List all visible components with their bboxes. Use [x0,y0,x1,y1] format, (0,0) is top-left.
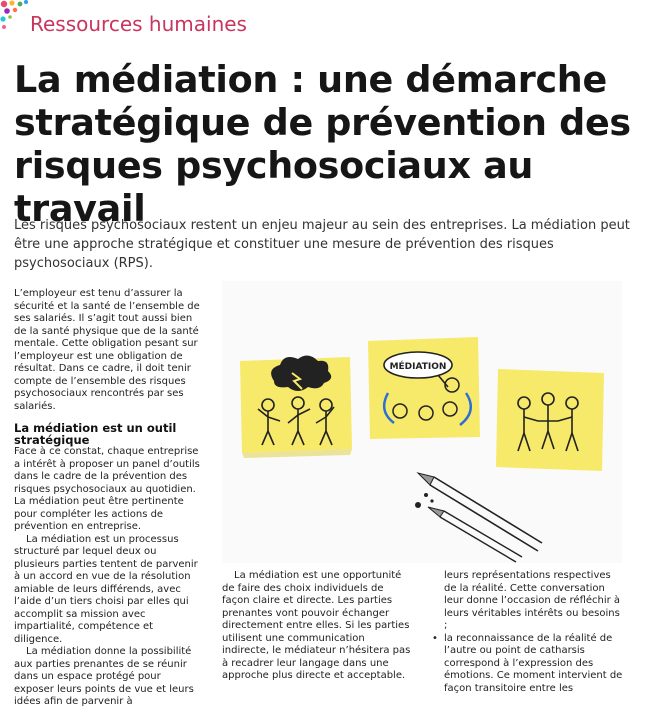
body-paragraph: La médiation est une opportunité de faire des choix individuels de façon claire et directe. Les parties prenantes vont pouvoir échanger directement entre elles. Si les parties utilisent une communication indirecte, le médiateur n’hésitera pas à recadrer leur langage dans une approche plus directe et acceptable. [222,570,411,681]
section-heading: La médiation est un outil stratégique [14,421,177,447]
body-paragraph: La médiation donne la possibilité aux parties prenantes de se réunir dans un espace protégé pour exposer leurs points de vue et leurs idées afin de parvenir à [14,646,194,707]
body-paragraph: leurs représentations respectives de la réalité. Cette conversation leur donne l’occasion de réfléchir à leurs véritables intérêts ou besoins ; [444,570,621,631]
section-rubric: Ressources humaines [30,12,247,36]
pencils-icon [415,473,542,562]
intro-paragraph: L’employeur est tenu d’assurer la sécurité et la santé de l’ensemble de ses salariés. Il s’agit tout aussi bien de la santé physique que de la santé mentale. Cette obligation pesant sur l’employeur est une obligation de résultat. Dans ce cadre, il doit tenir compte de l’ensemble des risques psychosociaux rencontrés par ses salariés. [14,288,200,412]
article-column-2 [222,570,412,683]
list-item: • la reconnaissance de la réalité de l’autre ou point de catharsis correspond à l’expression des émotions. Ce moment intervient de façon transitoire entre les [444,633,624,696]
sticky-notes-illustration [222,281,622,563]
article-lead: Les risques psychosociaux restent un enjeu majeur au sein des entreprises. La médiation peut être une approche stratégique et constituer une mesure de prévention des risques psychosociaux (RPS). [14,218,630,271]
article-column-3 [444,570,624,695]
bullet-list [444,633,624,696]
conflict-note-icon [240,355,352,458]
colored-dots-logo-icon [0,0,30,34]
article-title: La médiation : une démarche stratégique de prévention des risques psychosociaux au travail [14,58,631,230]
mediation-note-icon [368,337,480,439]
mediation-label: MÉDIATION [389,362,447,372]
agreement-note-icon [496,369,604,471]
body-paragraph: La médiation est un processus structuré par lequel deux ou plusieurs parties tentent de parvenir à un accord en vue de la résolution amiable de leurs différends, avec l’aide d’un tiers choisi par elles qui accomplit sa mission avec impartialité, compétence et diligence. [14,533,198,645]
body-paragraph: Face à ce constat, chaque entreprise a intérêt à proposer un panel d’outils dans le cadre de la prévention des risques psychosociaux au quotidien. La médiation peut être pertinente pour compléter les actions de prévention en entreprise. [14,446,200,532]
article-column-1 [14,288,203,709]
